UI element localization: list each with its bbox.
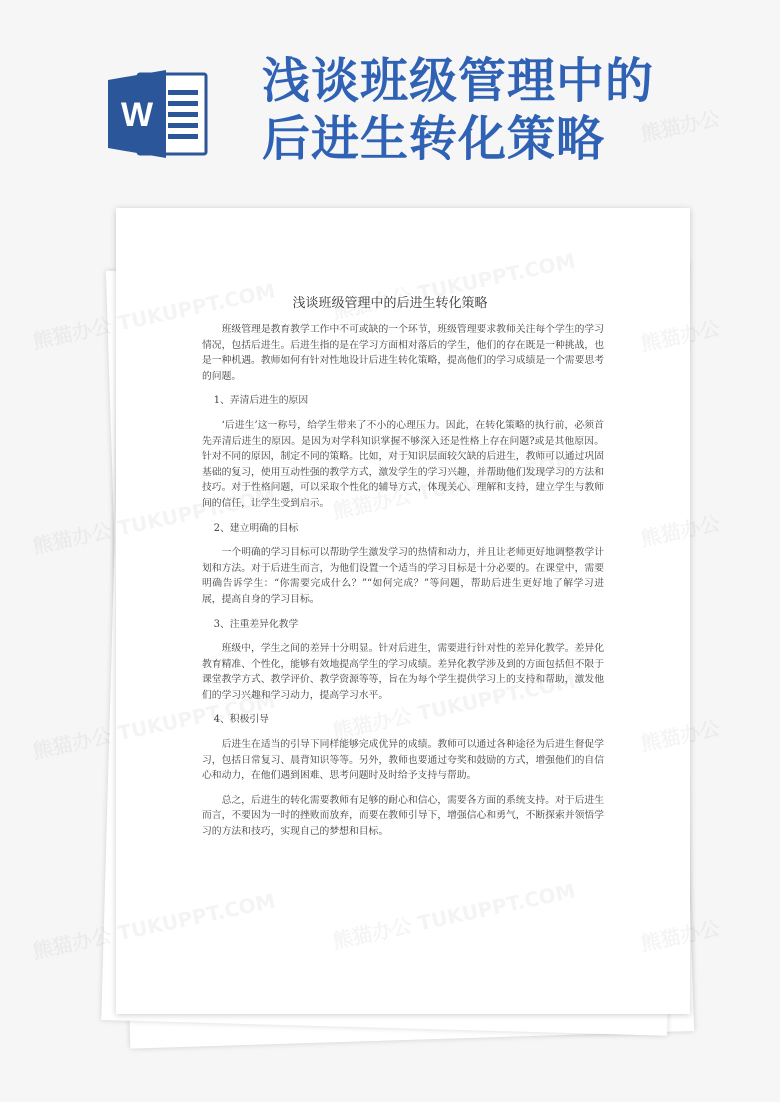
banner-title-line2: 后进生转化策略: [262, 111, 606, 167]
document-title: 浅谈班级管理中的后进生转化策略: [292, 296, 488, 311]
body-paragraph: 总之，后进生的转化需要教师有足够的耐心和信心，需要各方面的系统支持。对于后进生而言，不要因为一时的挫败而放弃，而要在教师引导下，增强信心和勇气，不断探索并领悟学习的方法和技巧，实现自己的梦想和目标。: [202, 794, 604, 838]
section-heading: 1、弄清后进生的原因: [213, 395, 309, 407]
word-document-icon: [108, 68, 208, 160]
body-paragraph: 一个明确的学习目标可以帮助学生激发学习的热情和动力，并且让老师更好地调整教学计划和方法。对于后进生而言，为他们设置一个适当的学习目标是十分必要的。在课堂中，需要明确告诉学生：“你需要完成什么？”“如何完成？”等问题，帮助后进生更好地了解学习进展，提高自身的学习目标。: [202, 547, 604, 605]
section-heading: 3、注重差异化教学: [213, 618, 299, 630]
body-paragraph: 班级中，学生之间的差异十分明显。针对后进生，需要进行针对性的差异化教学。差异化教育精准、个性化，能够有效地提高学生的学习成绩。差异化教学涉及到的方面包括但不限于课堂教学方式、教学评价、教学资源等等，旨在为每个学生提供学习上的支持和帮助，激发他们的学习兴趣和学习动力，提高学习水平。: [202, 643, 604, 701]
body-paragraph: 后进生在适当的引导下同样能够完成优异的成绩。教师可以通过各种途径为后进生督促学习，包括日常复习、晨背知识等等。另外，教师也要通过夸奖和鼓励的方式，增强他们的自信心和动力，在他们遇到困难、思考问题时及时给予支持与帮助。: [202, 739, 604, 782]
banner-title: [262, 52, 654, 168]
word-logo-letter: W: [120, 96, 154, 134]
body-paragraph: ‘后进生’这一称号，给学生带来了不小的心理压力。因此，在转化策略的执行前，必须首先弄清后进生的原因。是因为对学科知识掌握不够深入还是性格上存在问题?或是其他原因。针对不同的原因，制定不同的策略。比如，对于知识层面较欠缺的后进生，教师可以通过巩固基础的复习，使用互动性强的教学方式，激发学生的学习兴趣，并帮助他们发现学习的方法和技巧。对于性格问题，可以采取个性化的辅导方式，体现关心、理解和支持，建立学生与教师间的信任，让学生受到启示。: [202, 419, 604, 509]
body-paragraph: 班级管理是教育教学工作中不可或缺的一个环节，班级管理要求教师关注每个学生的学习情况，包括后进生。后进生指的是在学习方面相对落后的学生，他们的存在既是一种挑战，也是一种机遇。教师如何有针对性地设计后进生转化策略，提高他们的学习成绩是一个需要思考的问题。: [202, 324, 604, 382]
section-heading: 4、积极引导: [213, 714, 269, 726]
section-heading: 2、建立明确的目标: [213, 522, 299, 534]
banner-title-line1: 浅谈班级管理中的: [262, 53, 655, 109]
document-body: [202, 322, 604, 849]
